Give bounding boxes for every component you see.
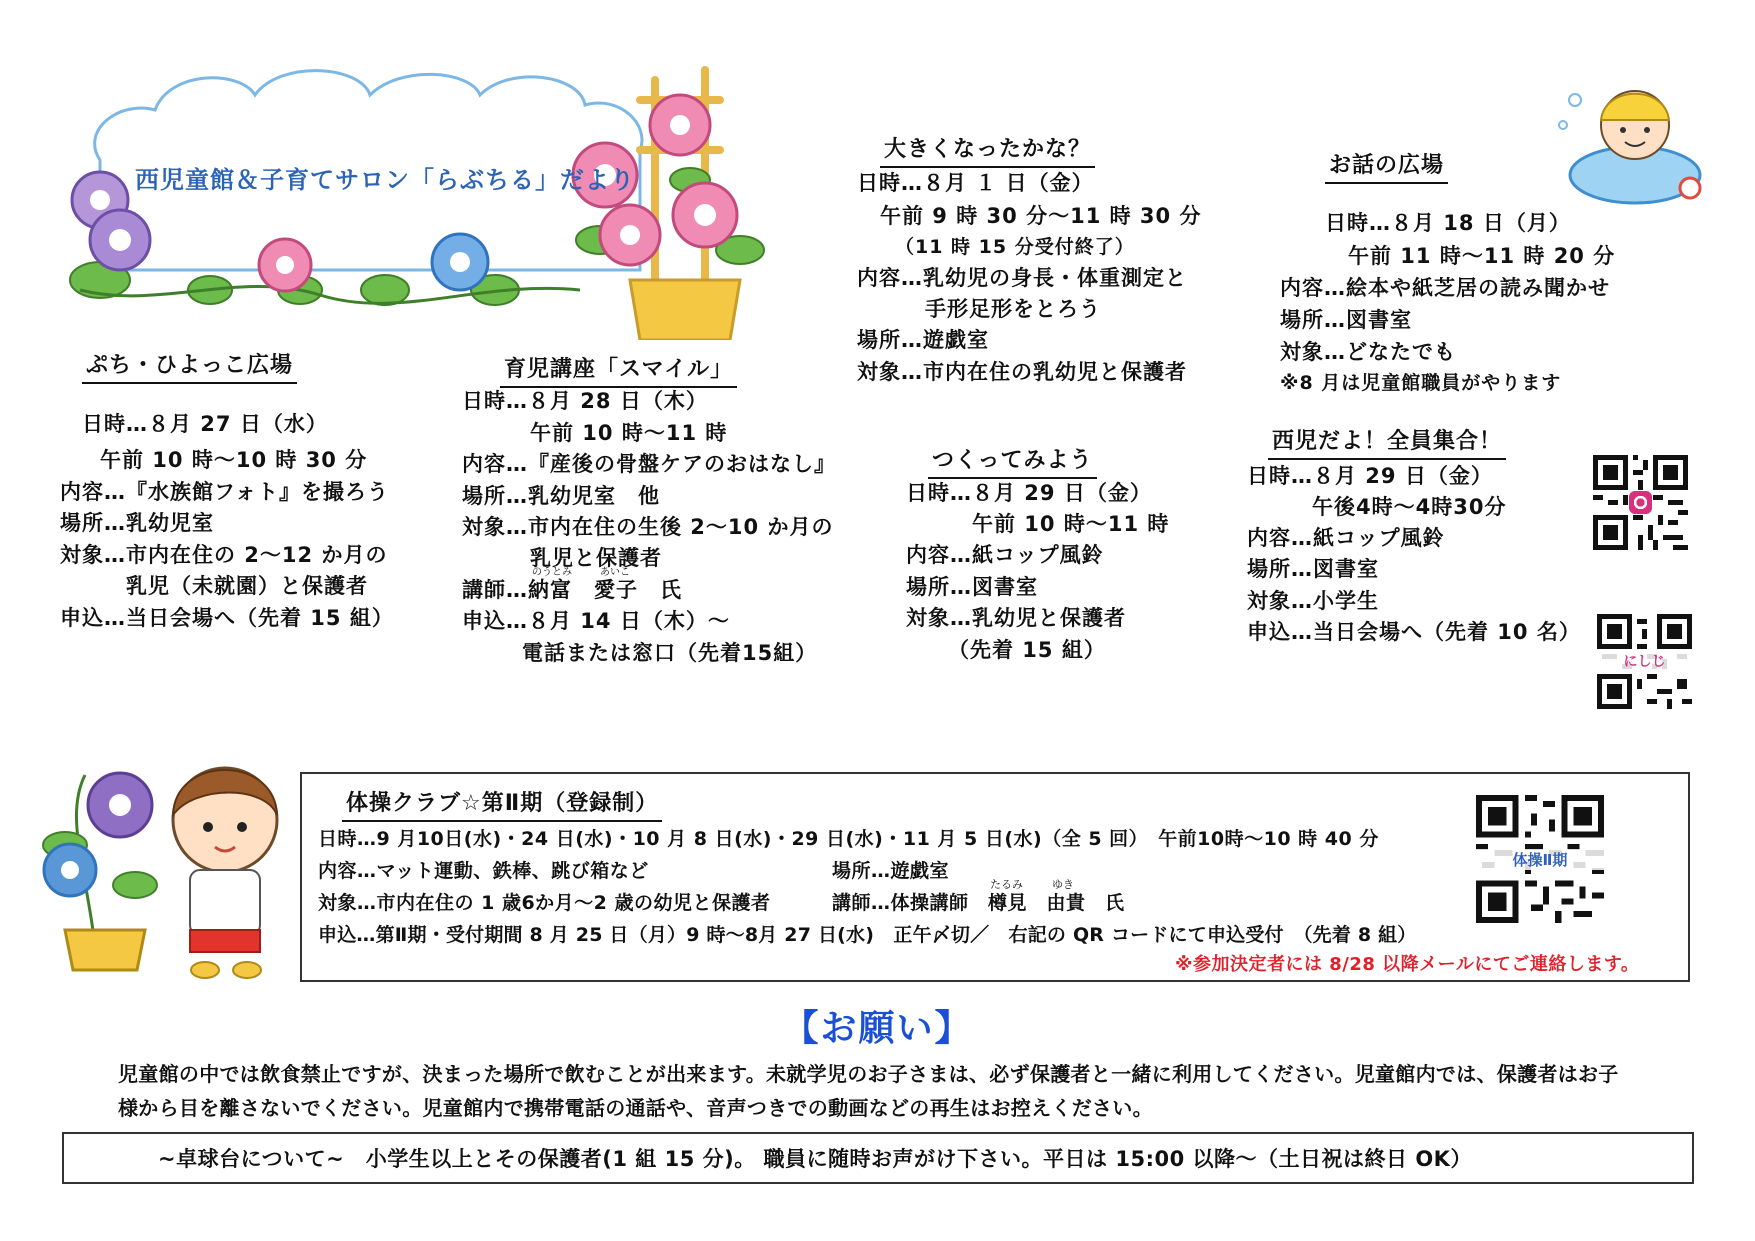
taiso-title: 体操クラブ☆第Ⅱ期（登録制） [342, 786, 662, 822]
puchi-line: 申込…当日会場へ（先着 15 組） [60, 606, 394, 630]
page-title: 西児童館＆子育てサロン「らぶちる」だより [135, 166, 635, 194]
puchi-line: 内容…『水族館フォト』を撮ろう [60, 480, 389, 504]
tsukutte-line: （先着 15 組） [948, 638, 1106, 662]
taiso-ruby-1: たるみ [990, 878, 1023, 891]
pingpong-text: ~卓球台について~ 小学生以上とその保護者(1 組 15 分)。 職員に随時お声がけ下さい。平日は 15:00 以降～（土日祝は終日 OK） [158, 1147, 1472, 1171]
taiso-line-3a: 対象…市内在住の 1 歳6か月～2 歳の幼児と保護者 [318, 892, 771, 914]
smile-line: 午前 10 時～11 時 [530, 421, 728, 445]
taiso-line-3b: 講師…体操講師 樽見 由貴 氏 [832, 892, 1125, 914]
taiso-line-4: 申込…第Ⅱ期・受付期間 8 月 25 日（月）9 時～8月 27 日(水) 正午〆切／ 右記の QR コードにて申込受付 （先着 8 組） [318, 924, 1417, 946]
nishiji-title: 西児だよ！全員集合！ [1268, 424, 1506, 460]
instagram-qr-code[interactable] [1593, 455, 1688, 550]
flower-pot-icon [630, 280, 740, 340]
ookiku-line: 場所…遊戯室 [857, 328, 989, 352]
ookiku-line: （11 時 15 分受付終了） [895, 236, 1135, 258]
nishiji-qr-label: にしじ [1597, 651, 1692, 671]
ookiku-line: 日時…８月 １ 日（金） [857, 171, 1094, 195]
ookiku-line: 手形足形をとろう [925, 297, 1101, 321]
puchi-line: 対象…市内在住の 2～12 か月の [60, 543, 388, 567]
smile-line: 対象…市内在住の生後 2～10 か月の [462, 515, 834, 539]
smile-line: 内容…『産後の骨盤ケアのおはなし』 [462, 452, 836, 476]
taiso-line-2a: 内容…マット運動、鉄棒、跳び箱など [318, 860, 649, 882]
puchi-line: 乳児（未就園）と保護者 [126, 574, 368, 598]
smile-line: 場所…乳幼児室 他 [462, 484, 660, 508]
nishiji-line: 日時…８月 29 日（金） [1247, 464, 1493, 488]
taiso-qr-label: 体操Ⅱ期 [1476, 849, 1604, 870]
smile-line: 乳児と保護者 [530, 546, 662, 570]
smile-ruby-1: のうとみ [532, 567, 572, 578]
puchi-line: 午前 10 時～10 時 30 分 [100, 448, 368, 472]
tsukutte-line: 内容…紙コップ風鈴 [906, 543, 1104, 567]
tsukutte-line: 日時…８月 29 日（金） [906, 481, 1152, 505]
nishiji-qr-code[interactable] [1597, 614, 1692, 709]
smile-line: 申込…８月 14 日（木）～ [462, 609, 730, 633]
ookiku-line: 対象…市内在住の乳幼児と保護者 [857, 360, 1187, 384]
nishiji-line: 場所…図書室 [1247, 557, 1379, 581]
smile-line: 電話または窓口（先着15組） [522, 641, 818, 665]
nishiji-line: 午後4時～4時30分 [1312, 495, 1507, 519]
ookiku-title: 大きくなったかな？ [880, 132, 1095, 168]
puchi-title: ぷち・ひよっこ広場 [82, 348, 297, 384]
taiso-note: ※参加決定者には 8/28 以降メールにてご連絡します。 [1175, 954, 1640, 975]
ohanashi-line: 場所…図書室 [1280, 308, 1412, 332]
taiso-qr-code[interactable] [1476, 795, 1604, 923]
ohanashi-line: 午前 11 時～11 時 20 分 [1348, 244, 1616, 268]
ohanashi-line: 日時…８月 18 日（月） [1325, 211, 1571, 235]
tsukutte-line: 対象…乳幼児と保護者 [906, 606, 1126, 630]
ohanashi-line: ※8 月は児童館職員がやります [1280, 372, 1562, 394]
tsukutte-line: 午前 10 時～11 時 [972, 512, 1170, 536]
ookiku-line: 内容…乳幼児の身長・体重測定と [857, 266, 1187, 290]
nishiji-line: 内容…紙コップ風鈴 [1247, 526, 1445, 550]
tsukutte-title: つくってみよう [928, 443, 1097, 479]
ohanashi-line: 内容…絵本や紙芝居の読み聞かせ [1280, 276, 1610, 300]
puchi-line: 日時…８月 27 日（水） [82, 412, 328, 436]
nishiji-line: 対象…小学生 [1247, 589, 1379, 613]
ookiku-line: 午前 9 時 30 分～11 時 30 分 [880, 204, 1202, 228]
ohanashi-line: 対象…どなたでも [1280, 340, 1456, 364]
puchi-line: 場所…乳幼児室 [60, 511, 214, 535]
taiso-ruby-2: ゆき [1052, 878, 1074, 891]
smile-title: 育児講座「スマイル」 [500, 352, 737, 388]
onegai-line-1: 児童館の中では飲食禁止ですが、決まった場所で飲むことが出来ます。未就学児のお子さまは、必ず保護者と一緒に利用してください。児童館内では、保護者はお子 [118, 1062, 1619, 1086]
child-pool-illustration [1555, 70, 1705, 210]
taiso-line-1: 日時…9 月10日(水)・24 日(水)・10 月 8 日(水)・29 日(水)・11 月 5 日(水)（全 5 回） 午前10時～10 時 40 分 [318, 828, 1379, 850]
nishiji-line: 申込…当日会場へ（先着 10 名） [1247, 620, 1581, 644]
tsukutte-line: 場所…図書室 [906, 575, 1038, 599]
smile-ruby-2: あいこ [600, 567, 630, 578]
smile-line: 講師…納富 愛子 氏 [462, 578, 682, 602]
smile-line: 日時…８月 28 日（木） [462, 389, 708, 413]
taiso-line-2b: 場所…遊戯室 [832, 860, 950, 882]
ohanashi-title: お話の広場 [1325, 148, 1448, 184]
girl-illustration [25, 745, 300, 980]
onegai-line-2: 様から目を離さないでください。児童館内で携帯電話の通話や、音声つきでの動画などの再生はお控えください。 [118, 1096, 1153, 1120]
onegai-title: 【お願い】 [782, 1008, 973, 1049]
